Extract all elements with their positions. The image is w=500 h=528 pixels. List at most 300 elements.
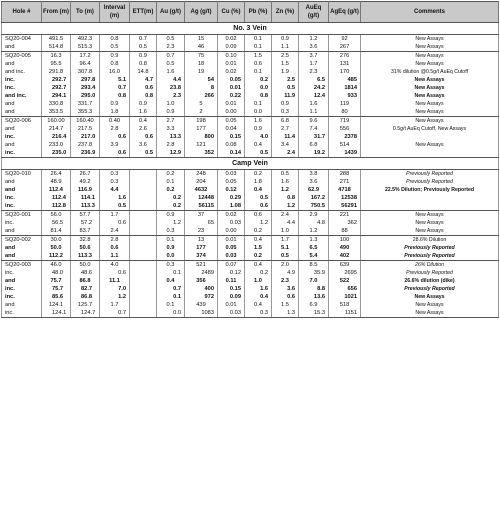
- cell-aueq: 7.4: [299, 125, 329, 133]
- cell-interval: 0.5: [100, 202, 130, 211]
- cell-au: 0.1: [157, 293, 185, 301]
- cell-comment: New Assays: [361, 219, 499, 227]
- table-row: [2, 252, 499, 261]
- cell-from: 26.4: [42, 170, 71, 179]
- cell-hole: and: [2, 125, 42, 133]
- cell-ageq: 639: [329, 261, 361, 270]
- cell-cu: 0.04: [218, 125, 245, 133]
- cell-ageq: 933: [329, 92, 361, 100]
- cell-from: 124.1: [42, 301, 71, 309]
- cell-to: 50.6: [71, 244, 100, 252]
- cell-hole: and: [2, 43, 42, 52]
- cell-aueq: 9.6: [299, 117, 329, 126]
- table-row: [2, 194, 499, 202]
- cell-au: 1.0: [157, 100, 185, 108]
- table-row: [2, 202, 499, 211]
- cell-hole: and: [2, 100, 42, 108]
- cell-interval: 0.6: [100, 269, 130, 277]
- cell-comment: New Assays: [361, 92, 499, 100]
- cell-pb: 1.5: [245, 244, 272, 252]
- cell-pb: 0.4: [245, 186, 272, 194]
- cell-ag: 4632: [185, 186, 218, 194]
- cell-pb: 0.9: [245, 125, 272, 133]
- cell-to: 96.4: [71, 60, 100, 68]
- cell-from: 56.0: [42, 211, 71, 220]
- cell-aueq: 1.2: [299, 227, 329, 236]
- cell-ett: [130, 309, 157, 318]
- cell-ett: 0.6: [130, 84, 157, 92]
- cell-au: 0.9: [157, 244, 185, 252]
- table-row: [2, 244, 499, 252]
- cell-to: 515.3: [71, 43, 100, 52]
- cell-ageq: 362: [329, 219, 361, 227]
- cell-au: 0.4: [157, 277, 185, 285]
- cell-hole: and: [2, 108, 42, 117]
- cell-ag: 1083: [185, 309, 218, 318]
- cell-zn: 1.0: [272, 227, 299, 236]
- cell-au: 0.0: [157, 309, 185, 318]
- table-row: [2, 149, 499, 158]
- cell-ett: [130, 178, 157, 186]
- cell-hole: inc.: [2, 84, 42, 92]
- cell-aueq: 3.6: [299, 43, 329, 52]
- cell-interval: 0.3: [100, 178, 130, 186]
- cell-interval: 1.6: [100, 194, 130, 202]
- cell-ageq: 92: [329, 35, 361, 44]
- cell-zn: 0.3: [272, 108, 299, 117]
- cell-ag: 800: [185, 133, 218, 141]
- cell-interval: 1.7: [100, 301, 130, 309]
- header-cu: Cu (%): [218, 2, 245, 23]
- cell-zn: 5.1: [272, 244, 299, 252]
- table-row: [2, 309, 499, 318]
- cell-zn: 1.1: [272, 43, 299, 52]
- cell-aueq: 3.8: [299, 170, 329, 179]
- cell-pb: 0.4: [245, 261, 272, 270]
- cell-cu: 0.01: [218, 301, 245, 309]
- cell-ag: 198: [185, 117, 218, 126]
- cell-aueq: 62.9: [299, 186, 329, 194]
- cell-comment: [361, 194, 499, 202]
- cell-comment: New Assays: [361, 293, 499, 301]
- cell-ett: 1.6: [130, 108, 157, 117]
- cell-ag: 374: [185, 252, 218, 261]
- cell-hole: inc.: [2, 149, 42, 158]
- cell-cu: 0.14: [218, 149, 245, 158]
- cell-zn: 1.7: [272, 236, 299, 245]
- cell-hole: inc.: [2, 76, 42, 84]
- header-pb: Pb (%): [245, 2, 272, 23]
- cell-from: 85.6: [42, 293, 71, 301]
- cell-from: 233.0: [42, 141, 71, 149]
- cell-aueq: 1.1: [299, 108, 329, 117]
- cell-to: 49.2: [71, 178, 100, 186]
- assay-results-table-container: [1, 1, 498, 318]
- cell-au: 2.3: [157, 43, 185, 52]
- cell-ageq: 556: [329, 125, 361, 133]
- cell-ageq: 119: [329, 100, 361, 108]
- cell-ageq: 4718: [329, 186, 361, 194]
- cell-from: 95.5: [42, 60, 71, 68]
- cell-aueq: 13.6: [299, 293, 329, 301]
- cell-pb: 0.2: [245, 227, 272, 236]
- cell-from: 16.3: [42, 52, 71, 61]
- cell-aueq: 3.6: [299, 178, 329, 186]
- cell-ett: [130, 301, 157, 309]
- cell-cu: 0.01: [218, 60, 245, 68]
- cell-ageq: 485: [329, 76, 361, 84]
- cell-au: 0.5: [157, 35, 185, 44]
- cell-au: 0.9: [157, 108, 185, 117]
- cell-ag: 2: [185, 108, 218, 117]
- cell-from: 75.7: [42, 277, 71, 285]
- cell-to: 83.7: [71, 227, 100, 236]
- cell-ag: 12448: [185, 194, 218, 202]
- cell-zn: 4.9: [272, 269, 299, 277]
- cell-comment: New Assays: [361, 309, 499, 318]
- cell-ageq: 1814: [329, 84, 361, 92]
- cell-cu: 0.11: [218, 277, 245, 285]
- cell-pb: 0.2: [245, 252, 272, 261]
- cell-ageq: 1021: [329, 293, 361, 301]
- cell-to: 113.3: [71, 202, 100, 211]
- cell-interval: 5.1: [100, 76, 130, 84]
- cell-hole: SQ20-005: [2, 52, 42, 61]
- cell-cu: 0.01: [218, 100, 245, 108]
- cell-to: 86.8: [71, 277, 100, 285]
- cell-from: 75.7: [42, 285, 71, 293]
- table-row: [2, 269, 499, 277]
- table-row: [2, 100, 499, 108]
- cell-hole: inc.: [2, 133, 42, 141]
- cell-from: 353.5: [42, 108, 71, 117]
- cell-pb: 0.1: [245, 35, 272, 44]
- cell-ett: [130, 252, 157, 261]
- cell-ag: 75: [185, 52, 218, 61]
- cell-ag: 54: [185, 76, 218, 84]
- cell-cu: 0.00: [218, 227, 245, 236]
- cell-hole: inc.: [2, 309, 42, 318]
- cell-to: 113.3: [71, 252, 100, 261]
- table-row: [2, 141, 499, 149]
- cell-comment: New Assays: [361, 43, 499, 52]
- cell-cu: 0.02: [218, 68, 245, 76]
- cell-pb: 1.8: [245, 178, 272, 186]
- cell-au: 0.7: [157, 52, 185, 61]
- cell-cu: 0.05: [218, 76, 245, 84]
- cell-to: 17.2: [71, 52, 100, 61]
- cell-from: 112.4: [42, 186, 71, 194]
- cell-comment: New Assays: [361, 84, 499, 92]
- cell-ett: 0.5: [130, 149, 157, 158]
- cell-comment: New Assays: [361, 117, 499, 126]
- cell-cu: 0.05: [218, 244, 245, 252]
- cell-aueq: 35.9: [299, 269, 329, 277]
- cell-to: 307.8: [71, 68, 100, 76]
- cell-cu: 0.22: [218, 92, 245, 100]
- cell-ag: 15: [185, 35, 218, 44]
- cell-interval: 0.9: [100, 52, 130, 61]
- cell-comment: New Assays: [361, 108, 499, 117]
- cell-interval: 0.3: [100, 170, 130, 179]
- cell-cu: 0.03: [218, 219, 245, 227]
- cell-aueq: 15.3: [299, 309, 329, 318]
- table-row: [2, 52, 499, 61]
- cell-aueq: 8.5: [299, 261, 329, 270]
- cell-ag: 65: [185, 219, 218, 227]
- cell-pb: 0.2: [245, 269, 272, 277]
- cell-comment: New Assays: [361, 76, 499, 84]
- table-row: [2, 76, 499, 84]
- table-row: [2, 227, 499, 236]
- header-hole: Hole #: [2, 2, 42, 23]
- cell-ett: [130, 227, 157, 236]
- cell-ageq: 522: [329, 277, 361, 285]
- cell-ag: 177: [185, 125, 218, 133]
- cell-from: 48.0: [42, 269, 71, 277]
- cell-pb: 1.2: [245, 219, 272, 227]
- cell-from: 216.4: [42, 133, 71, 141]
- cell-au: 2.3: [157, 92, 185, 100]
- cell-au: 0.2: [157, 194, 185, 202]
- cell-aueq: 750.5: [299, 202, 329, 211]
- cell-zn: 0.5: [272, 252, 299, 261]
- cell-to: 32.8: [71, 236, 100, 245]
- cell-hole: SQ20-001: [2, 211, 42, 220]
- cell-interval: 0.8: [100, 35, 130, 44]
- table-row: [2, 108, 499, 117]
- cell-ett: 4.7: [130, 76, 157, 84]
- cell-to: 492.3: [71, 35, 100, 44]
- cell-to: 26.7: [71, 170, 100, 179]
- cell-from: 514.8: [42, 43, 71, 52]
- cell-to: 116.9: [71, 186, 100, 194]
- header-interval: Interval (m): [100, 2, 130, 23]
- cell-hole: inc.: [2, 219, 42, 227]
- header-ageq: AgEq (g/t): [329, 2, 361, 23]
- cell-hole: and: [2, 277, 42, 285]
- cell-to: 297.8: [71, 76, 100, 84]
- cell-pb: 0.5: [245, 194, 272, 202]
- cell-ageq: 2695: [329, 269, 361, 277]
- cell-ageq: 288: [329, 170, 361, 179]
- cell-ett: 0.4: [130, 117, 157, 126]
- cell-from: 292.7: [42, 84, 71, 92]
- cell-ag: 2489: [185, 269, 218, 277]
- cell-zn: 0.6: [272, 293, 299, 301]
- cell-to: 82.7: [71, 285, 100, 293]
- cell-zn: 1.6: [272, 178, 299, 186]
- cell-hole: SQ20-003: [2, 261, 42, 270]
- cell-zn: 0.8: [272, 194, 299, 202]
- cell-aueq: 167.2: [299, 194, 329, 202]
- cell-pb: 0.4: [245, 293, 272, 301]
- cell-ageq: 2378: [329, 133, 361, 141]
- cell-to: 57.2: [71, 219, 100, 227]
- cell-cu: 0.15: [218, 285, 245, 293]
- cell-zn: 0.5: [272, 84, 299, 92]
- cell-hole: inc.: [2, 269, 42, 277]
- table-row: [2, 293, 499, 301]
- cell-from: 214.7: [42, 125, 71, 133]
- cell-zn: 1.5: [272, 301, 299, 309]
- cell-interval: 0.40: [100, 117, 130, 126]
- cell-ett: 0.9: [130, 52, 157, 61]
- cell-au: 0.2: [157, 170, 185, 179]
- table-row: [2, 92, 499, 100]
- cell-hole: inc.: [2, 293, 42, 301]
- cell-from: 56.5: [42, 219, 71, 227]
- cell-interval: 2.8: [100, 236, 130, 245]
- table-row: [2, 117, 499, 126]
- cell-interval: 0.6: [100, 244, 130, 252]
- cell-interval: 0.8: [100, 92, 130, 100]
- cell-ag: 356: [185, 277, 218, 285]
- cell-from: 50.0: [42, 244, 71, 252]
- cell-cu: 0.03: [218, 170, 245, 179]
- table-row: [2, 285, 499, 293]
- cell-to: 50.0: [71, 261, 100, 270]
- cell-cu: 0.03: [218, 252, 245, 261]
- cell-pb: 1.5: [245, 52, 272, 61]
- cell-aueq: 6.9: [299, 301, 329, 309]
- cell-from: 112.2: [42, 252, 71, 261]
- cell-zn: 2.4: [272, 149, 299, 158]
- cell-ag: 18: [185, 60, 218, 68]
- cell-pb: 0.4: [245, 301, 272, 309]
- cell-zn: 1.5: [272, 60, 299, 68]
- cell-interval: 7.0: [100, 285, 130, 293]
- vein-title: No. 3 Vein: [2, 23, 499, 35]
- table-row: [2, 84, 499, 92]
- cell-ageq: 56291: [329, 202, 361, 211]
- cell-aueq: 2.9: [299, 211, 329, 220]
- cell-from: 112.4: [42, 194, 71, 202]
- cell-ett: [130, 269, 157, 277]
- cell-zn: 0.9: [272, 35, 299, 44]
- cell-comment: New Assays: [361, 301, 499, 309]
- cell-cu: 0.07: [218, 261, 245, 270]
- table-row: [2, 170, 499, 179]
- cell-ag: 521: [185, 261, 218, 270]
- cell-comment: Previously Reported: [361, 252, 499, 261]
- cell-au: 13.3: [157, 133, 185, 141]
- cell-zn: 1.9: [272, 68, 299, 76]
- assay-results-table: [1, 1, 499, 318]
- cell-from: 292.7: [42, 76, 71, 84]
- cell-comment: 22.5% Dilution; Previously Reported: [361, 186, 499, 194]
- header-au: Au (g/t): [157, 2, 185, 23]
- cell-interval: 11.1: [100, 277, 130, 285]
- cell-comment: 28.6% Dilution: [361, 236, 499, 245]
- cell-from: 235.0: [42, 149, 71, 158]
- cell-pb: 0.8: [245, 92, 272, 100]
- cell-ett: [130, 170, 157, 179]
- cell-comment: New Assays: [361, 227, 499, 236]
- cell-cu: 0.05: [218, 178, 245, 186]
- cell-zn: 2.5: [272, 52, 299, 61]
- cell-ageq: 1439: [329, 149, 361, 158]
- cell-to: 237.8: [71, 141, 100, 149]
- cell-hole: SQ20-002: [2, 236, 42, 245]
- cell-ageq: 221: [329, 211, 361, 220]
- cell-ageq: 100: [329, 236, 361, 245]
- cell-cu: 0.29: [218, 194, 245, 202]
- cell-interval: 4.4: [100, 186, 130, 194]
- cell-cu: 0.02: [218, 35, 245, 44]
- table-row: [2, 43, 499, 52]
- cell-ett: [130, 285, 157, 293]
- table-body: [2, 23, 499, 318]
- cell-au: 0.0: [157, 252, 185, 261]
- cell-ett: [130, 194, 157, 202]
- cell-ag: 439: [185, 301, 218, 309]
- cell-ageq: 490: [329, 244, 361, 252]
- cell-ett: [130, 261, 157, 270]
- cell-cu: 0.08: [218, 141, 245, 149]
- cell-cu: 0.00: [218, 108, 245, 117]
- cell-pb: 0.2: [245, 170, 272, 179]
- cell-aueq: 5.4: [299, 252, 329, 261]
- cell-au: 0.1: [157, 269, 185, 277]
- cell-cu: 0.09: [218, 43, 245, 52]
- cell-cu: 0.09: [218, 293, 245, 301]
- cell-cu: 0.12: [218, 269, 245, 277]
- cell-pb: 0.4: [245, 236, 272, 245]
- cell-ageq: 170: [329, 68, 361, 76]
- cell-comment: [361, 202, 499, 211]
- cell-pb: 4.0: [245, 133, 272, 141]
- cell-interval: 0.6: [100, 133, 130, 141]
- cell-interval: 0.6: [100, 219, 130, 227]
- cell-au: 0.3: [157, 227, 185, 236]
- cell-au: 0.2: [157, 202, 185, 211]
- table-row: [2, 219, 499, 227]
- header-from: From (m): [42, 2, 71, 23]
- cell-ageq: 402: [329, 252, 361, 261]
- cell-ageq: 271: [329, 178, 361, 186]
- cell-from: 330.8: [42, 100, 71, 108]
- cell-comment: New Assays: [361, 100, 499, 108]
- cell-to: 293.4: [71, 84, 100, 92]
- cell-interval: 16.0: [100, 68, 130, 76]
- table-row: [2, 68, 499, 76]
- cell-pb: 1.0: [245, 277, 272, 285]
- cell-zn: 0.9: [272, 100, 299, 108]
- cell-hole: SQ20-006: [2, 117, 42, 126]
- cell-ag: 37: [185, 211, 218, 220]
- cell-comment: [361, 133, 499, 141]
- cell-interval: 0.7: [100, 84, 130, 92]
- cell-ageq: 80: [329, 108, 361, 117]
- cell-aueq: 1.6: [299, 100, 329, 108]
- cell-au: 2.8: [157, 141, 185, 149]
- table-row: [2, 186, 499, 194]
- cell-comment: New Assays: [361, 35, 499, 44]
- cell-ett: 0.8: [130, 92, 157, 100]
- cell-aueq: 24.2: [299, 84, 329, 92]
- cell-interval: 0.6: [100, 149, 130, 158]
- cell-comment: Previously Reported: [361, 178, 499, 186]
- cell-aueq: 3.7: [299, 52, 329, 61]
- cell-hole: and: [2, 178, 42, 186]
- cell-hole: and: [2, 252, 42, 261]
- cell-au: 1.6: [157, 68, 185, 76]
- cell-interval: 1.2: [100, 293, 130, 301]
- cell-zn: 3.6: [272, 285, 299, 293]
- cell-au: 12.9: [157, 149, 185, 158]
- cell-pb: 1.6: [245, 285, 272, 293]
